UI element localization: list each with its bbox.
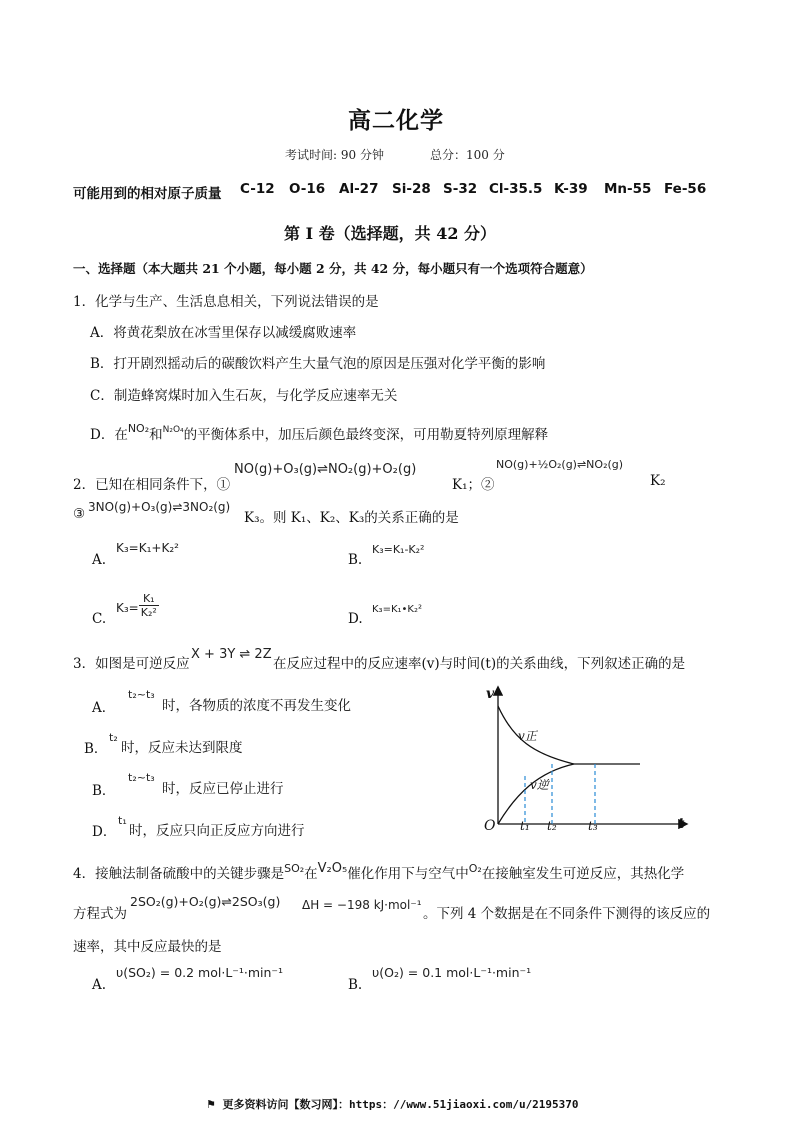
q4-o2: O₂	[468, 862, 482, 875]
q3-rate-time-graph	[478, 684, 698, 834]
q3-option-a: 时，各物质的浓度不再发生变化	[162, 698, 351, 714]
q3-a-t: t₂~t₃	[128, 688, 155, 701]
atomic-masses-label: 可能用到的相对原子质量	[73, 186, 222, 202]
q3-b2-label: B．	[92, 783, 116, 799]
exam-time: 考试时间: 90 分钟	[285, 148, 384, 162]
q1-option-a: A．将黄花梨放在冰雪里保存以减缓腐败速率	[90, 325, 357, 341]
reverse-rate-label: v逆	[530, 778, 549, 792]
atomic-mass-fe: Fe-56	[664, 181, 707, 197]
footer-link[interactable]	[206, 1096, 579, 1112]
q2-option-b: K₃=K₁-K₂²	[372, 543, 425, 556]
atomic-mass-o: O-16	[289, 181, 326, 197]
q1-option-c: C．制造蜂窝煤时加入生石灰，与化学反应速率无关	[90, 388, 398, 404]
q2-circle3: ③	[73, 506, 86, 522]
q3-option-b1: 时，反应未达到限度	[121, 740, 243, 756]
forward-rate-label: v正	[518, 729, 537, 743]
atomic-mass-s: S-32	[443, 181, 478, 197]
q3-reaction: X + 3Y ⇌ 2Z	[191, 647, 272, 662]
q2-b-label: B.	[348, 552, 363, 568]
flag-icon: ⚑	[206, 1098, 216, 1111]
q2-d-label: D.	[348, 611, 363, 627]
q3-option-b2: 时，反应已停止进行	[162, 781, 284, 797]
atomic-mass-mn: Mn-55	[604, 181, 652, 197]
origin-label: O	[484, 818, 496, 834]
q4-option-a: υ(SO₂) = 0.2 mol·L⁻¹·min⁻¹	[116, 965, 284, 980]
q4-line1-suffix: 在接触室发生可逆反应，其热化学	[481, 866, 685, 882]
q4-a-label: A.	[92, 977, 107, 993]
q2-stem-prefix: 2．已知在相同条件下，①	[73, 477, 231, 493]
q4-line1-prefix: 4．接触法制备硫酸中的关键步骤是	[73, 866, 285, 882]
q4-line1-mid2: 催化作用下与空气中	[347, 866, 469, 882]
q3-stem-prefix: 3．如图是可逆反应	[73, 656, 190, 672]
atomic-mass-al: Al-27	[339, 181, 379, 197]
q1-d-no2: NO₂	[127, 422, 150, 435]
q1-stem: 1．化学与生产、生活息息相关，下列说法错误的是	[73, 294, 379, 310]
q3-option-d: 时，反应只向正反应方向进行	[129, 823, 305, 839]
footer-text: 更多资料访问【数习网】：https：//www.51jiaoxi.com/u/2195370	[222, 1098, 579, 1111]
section-title: 第 I 卷（选择题，共 42 分）	[284, 224, 497, 243]
tick-t1: t₁	[520, 819, 530, 833]
q2-option-a: K₃=K₁+K₂²	[116, 541, 179, 555]
q3-b1-label: B．	[84, 741, 108, 757]
q1-option-b: B．打开剧烈摇动后的碳酸饮料产生大量气泡的原因是压强对化学平衡的影响	[90, 356, 546, 372]
q3-stem-suffix: 在反应过程中的反应速率(v)与时间(t)的关系曲线，下列叙述正确的是	[273, 656, 686, 672]
q4-b-label: B.	[348, 977, 363, 993]
q4-line1-mid: 在	[304, 866, 318, 882]
q1-d-n2o4: N₂O₄	[162, 425, 184, 435]
q4-line3: 速率，其中反应最快的是	[73, 939, 222, 955]
x-axis-label: t	[678, 816, 685, 832]
q1-d-and: 和	[149, 427, 163, 443]
q2-option-d: K₃=K₁•K₂²	[372, 604, 422, 615]
q1-d-suffix: 的平衡体系中，加压后颜色最终变深，可用勒夏特列原理解释	[183, 427, 549, 443]
q3-a-label: A．	[92, 700, 116, 716]
q4-v2o5: V₂O₅	[317, 861, 348, 876]
q2-stem-suffix: K₃。则 K₁、K₂、K₃的关系正确的是	[244, 510, 459, 526]
q3-d-t: t₁	[118, 814, 127, 827]
q3-d-label: D．	[92, 824, 117, 840]
atomic-mass-k: K-39	[554, 181, 588, 197]
total-score: 总分：100 分	[430, 148, 505, 162]
y-axis-label: v	[486, 686, 495, 702]
q2-a-label: A.	[92, 552, 107, 568]
q4-dh: ΔH = −198 kJ·mol⁻¹	[302, 898, 422, 912]
q2-k1: K₁；②	[452, 477, 495, 493]
tick-t2: t₂	[547, 819, 557, 833]
q2-c-lhs: K₃=	[116, 601, 139, 615]
q4-equation: 2SO₂(g)+O₂(g)⇌2SO₃(g)	[130, 894, 281, 909]
q2-option-c	[116, 592, 159, 619]
q2-c-label: C.	[92, 611, 107, 627]
page-title: 高二化学	[348, 107, 444, 134]
q2-eq2: NO(g)+½O₂(g)⇌NO₂(g)	[496, 458, 624, 471]
q1-option-d	[90, 423, 548, 443]
q4-option-b: υ(O₂) = 0.1 mol·L⁻¹·min⁻¹	[372, 965, 532, 980]
q2-eq1: NO(g)+O₃(g)⇌NO₂(g)+O₂(g)	[234, 462, 417, 477]
q3-b2-t: t₂~t₃	[128, 771, 155, 784]
q4-line2-prefix: 方程式为	[73, 906, 127, 922]
atomic-mass-cl: Cl-35.5	[489, 181, 543, 197]
section-instructions: 一、选择题（本大题共 21 个小题，每小题 2 分，共 42 分，每小题只有一个选项符合题意）	[73, 261, 593, 276]
q1-d-prefix: D．在	[90, 427, 128, 443]
q2-c-num: K₁	[139, 592, 159, 606]
tick-t3: t₃	[588, 819, 598, 833]
q4-line2-suffix: 。下列 4 个数据是在不同条件下测得的该反应的	[423, 906, 711, 922]
q3-b1-t: t₂	[109, 731, 118, 744]
atomic-mass-c: C-12	[240, 181, 275, 197]
q2-eq3: 3NO(g)+O₃(g)⇌3NO₂(g)	[88, 500, 231, 514]
q4-line1	[73, 862, 684, 882]
reverse-rate-curve	[498, 764, 574, 824]
q4-so2: SO₂	[284, 862, 305, 875]
atomic-mass-si: Si-28	[392, 181, 431, 197]
q2-c-den: K₂²	[140, 606, 157, 619]
q2-k2: K₂	[650, 473, 666, 489]
